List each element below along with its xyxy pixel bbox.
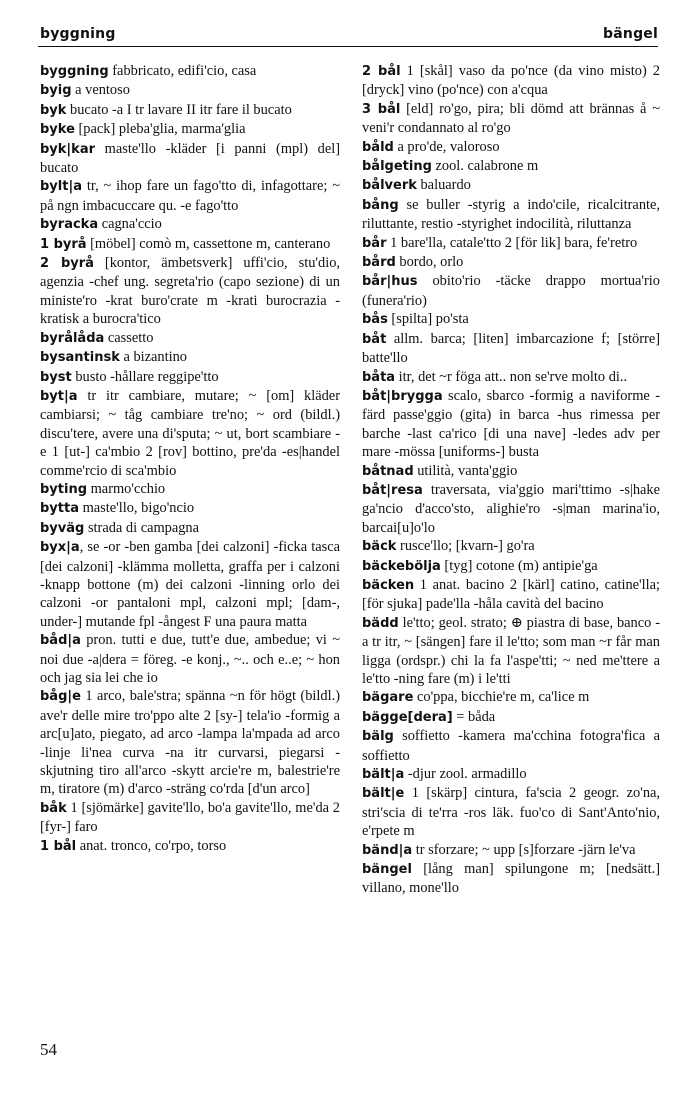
entry-headword: byväg xyxy=(40,520,85,536)
entry-headword: bält|e xyxy=(362,786,405,802)
dictionary-entry xyxy=(40,215,340,234)
dictionary-entry xyxy=(40,631,340,687)
dictionary-entry xyxy=(40,254,340,329)
entry-definition: strada di campagna xyxy=(84,519,200,536)
entry-definition: [eld] ro'go, pira; bli dömd att brännas å ~ veni'r condannato al ro'go xyxy=(362,100,661,137)
entry-definition: tr, ~ ihop fare un fago'tto di, infagottare; ~ på ngn imbacuccare qu. -e fago'tto xyxy=(40,178,340,214)
dictionary-entry xyxy=(40,519,340,538)
entry-headword: byst xyxy=(40,369,72,385)
entry-headword: 1 bål xyxy=(40,838,77,854)
entry-definition: anat. tronco, co'rpo, torso xyxy=(76,837,227,854)
entry-definition: 1 arco, bale'stra; spänna ~n för högt (bildl.) ave'r delle mire tro'ppo alte 2 [sy-] tela'io -formig a arc[u]ato, piegato, ad arco -lampa la'mpada ad arco -linje li'nea curva -na itr curvarsi, piegarsi -skjutning tiro all'arco -skytt arcie're m, balestrie're m, tiratore (m) d'arco -sträng co'rda [d'un arco] xyxy=(40,688,340,798)
entry-headword: bängel xyxy=(362,862,412,878)
dictionary-entry xyxy=(362,196,660,234)
dictionary-entry xyxy=(362,234,660,253)
entry-headword: byracka xyxy=(40,217,99,233)
entry-headword: bägare xyxy=(362,690,414,706)
entry-definition: baluardo xyxy=(416,177,471,194)
dictionary-entry xyxy=(362,784,660,840)
dictionary-entry xyxy=(362,310,660,329)
dictionary-entry xyxy=(362,176,660,195)
entry-definition: maste'llo, bigo'ncio xyxy=(78,500,195,517)
entry-definition: bordo, orlo xyxy=(395,254,464,271)
dictionary-entry xyxy=(362,253,660,272)
entry-headword: båd|a xyxy=(40,633,81,649)
entry-headword: bård xyxy=(362,255,396,271)
entry-headword: bålgeting xyxy=(362,159,432,175)
entry-headword: bäcken xyxy=(362,577,415,593)
entry-definition: obito'rio -täcke drappo mortua'rio (funera'rio) xyxy=(362,273,660,309)
entry-definition: le'tto; geol. strato; ⊕ piastra di base, banco -a tr itr, ~ [sängen] fare il le'tto; som man ~r får man ligga (ordspr.) chi la fa l'aspe'tti; ~ ned me'ttere a le'tto -ning fare (m) i le'tti xyxy=(362,614,660,687)
entry-definition: cagna'ccio xyxy=(98,216,162,233)
entry-definition: tr sforzare; ~ upp [s]forzare -järn le'va xyxy=(412,841,636,858)
dictionary-entry xyxy=(362,765,660,784)
dictionary-entry xyxy=(40,81,340,100)
left-guide-word: byggning xyxy=(40,26,116,42)
entry-definition: marmo'cchio xyxy=(87,480,166,497)
entry-headword: båta xyxy=(362,369,396,385)
dictionary-entry xyxy=(40,368,340,387)
dictionary-entry xyxy=(40,480,340,499)
dictionary-entry xyxy=(362,272,660,310)
dictionary-entry xyxy=(40,538,340,631)
entry-headword: byke xyxy=(40,122,75,138)
entry-definition: bucato -a I tr lavare II itr fare il bucato xyxy=(66,101,292,118)
entry-definition: [kontor, ämbetsverk] uffi'cio, stu'dio, agenzia -chef ung. segreta'rio (capo sezione) di un ministe'ro -krat buro'crate m -krati burocrazia -kratisk a burocra'tico xyxy=(40,255,340,328)
left-column xyxy=(40,62,340,856)
dictionary-entry xyxy=(362,614,660,689)
entry-headword: bysantinsk xyxy=(40,350,120,366)
entry-definition: utilità, vanta'ggio xyxy=(413,462,518,479)
dictionary-entry xyxy=(40,799,340,837)
entry-definition: pron. tutti e due, tutt'e due, ambedue; vi ~ noi due -a|dera = föreg. -e konj., ~.. och e..e; ~ hon och jag sia lei che io xyxy=(40,632,340,686)
entry-headword: byig xyxy=(40,83,72,99)
running-header xyxy=(38,22,658,47)
entry-headword: båt|brygga xyxy=(362,388,443,404)
dictionary-entry xyxy=(362,138,660,157)
dictionary-entry xyxy=(362,368,660,387)
dictionary-entry xyxy=(362,557,660,576)
entry-definition: 1 [skärp] cintura, fa'scia 2 geogr. zo'na, stri'scia di te'rra -ros läk. fuo'co di Sant'Anto'nio, e'rpete m xyxy=(362,785,660,840)
entry-headword: bås xyxy=(362,312,388,328)
dictionary-entry xyxy=(362,537,660,556)
entry-definition: = båda xyxy=(452,708,496,725)
entry-definition: 1 anat. bacino 2 [kärl] catino, catine'lla; [för sjuka] pade'lla -håla cavità del bacino xyxy=(362,576,660,613)
entry-headword: 2 byrå xyxy=(40,256,94,272)
entry-headword: båk xyxy=(40,800,67,816)
entry-definition: rusce'llo; [kvarn-] go'ra xyxy=(396,538,535,555)
entry-headword: bäck xyxy=(362,539,397,555)
entry-headword: byk|kar xyxy=(40,141,96,157)
entry-headword: byting xyxy=(40,481,88,497)
dictionary-entry xyxy=(40,329,340,348)
entry-definition: zool. calabrone m xyxy=(431,158,539,175)
entry-definition: [möbel] comò m, cassettone m, canterano xyxy=(86,235,331,252)
entry-definition: cassetto xyxy=(104,329,154,346)
entry-headword: 2 bål xyxy=(362,64,401,79)
dictionary-entry xyxy=(362,841,660,860)
entry-headword: båt|resa xyxy=(362,482,423,498)
entry-headword: båg|e xyxy=(40,689,81,705)
entry-headword: byggning xyxy=(40,64,109,79)
entry-definition: a pro'de, valoroso xyxy=(393,138,500,155)
dictionary-entry xyxy=(362,481,660,537)
entry-definition: tr itr cambiare, mutare; ~ [om] kläder cambiarsi; ~ tåg cambiare tre'no; ~ ord (bildl.) discu'tere, avere una di'sputa; ~ ut, bort scambiare -e 1 [ut-] ca'mbio 2 [rov] bottino, pre'da -es|handel comme'rcio di sca'mbio xyxy=(40,387,340,479)
dictionary-entry xyxy=(362,462,660,481)
right-guide-word: bängel xyxy=(603,26,658,42)
dictionary-entry xyxy=(40,140,340,178)
entry-headword: båt xyxy=(362,331,387,347)
entry-headword: bälg xyxy=(362,729,394,745)
dictionary-entry xyxy=(362,727,660,765)
entry-definition: allm. barca; [liten] imbarcazione f; [större] batte'llo xyxy=(362,330,660,367)
entry-headword: 3 bål xyxy=(362,101,401,117)
entry-headword: bytta xyxy=(40,501,79,517)
dictionary-entry xyxy=(40,62,340,81)
entry-headword: bår xyxy=(362,235,387,251)
entry-definition: [tyg] cotone (m) antipie'ga xyxy=(440,557,598,574)
dictionary-entry xyxy=(362,688,660,707)
entry-headword: bäckebölja xyxy=(362,558,441,574)
entry-headword: båtnad xyxy=(362,463,414,479)
entry-definition: traversata, via'ggio mari'ttimo -s|hake ga'ncio d'acco'sto, alighie'ro -s|man marina'io, barcai[u]o'lo xyxy=(362,481,660,536)
entry-definition: co'ppa, bicchie're m, ca'lice m xyxy=(413,689,590,706)
entry-headword: byx|a xyxy=(40,540,80,556)
dictionary-entry xyxy=(362,330,660,368)
entry-definition: , se -or -ben gamba [dei calzoni] -ficka tasca [dei calzoni] -klämma molletta, graffa per i calzoni -knapp bottone (m) dei calzoni -linning orlo dei calzoni -or pantaloni mpl, calzoni mpl; [dam-, under-] mutande fpl -ångest F una paura matta xyxy=(40,539,340,630)
entry-definition: [spilta] po'sta xyxy=(387,311,469,328)
dictionary-entry xyxy=(40,235,340,254)
dictionary-entry xyxy=(362,576,660,614)
entry-headword: byrålåda xyxy=(40,330,105,346)
dictionary-entry xyxy=(40,348,340,367)
entry-headword: bång xyxy=(362,197,399,213)
entry-definition: maste'llo -kläder [i panni (mpl) del] bucato xyxy=(40,140,340,177)
entry-headword: byk xyxy=(40,102,67,118)
entry-definition: se buller -styrig a indo'cile, ricalcitrante, riluttante, restio -styrighet indocilità, riluttanza xyxy=(362,196,660,233)
entry-definition: [pack] pleba'glia, marma'glia xyxy=(74,121,246,138)
entry-headword: 1 byrå xyxy=(40,236,87,252)
entry-definition: itr, det ~r föga att.. non se'rve molto di.. xyxy=(395,368,628,385)
dictionary-entry xyxy=(40,387,340,480)
entry-definition: 1 bare'lla, catale'tto 2 [för lik] bara, fe'retro xyxy=(386,234,638,251)
page-number: 54 xyxy=(40,1040,57,1059)
dictionary-entry xyxy=(40,101,340,120)
dictionary-entry xyxy=(362,708,660,727)
dictionary-entry xyxy=(40,837,340,856)
entry-headword: bålverk xyxy=(362,178,417,194)
dictionary-entry xyxy=(40,120,340,139)
entry-headword: bädd xyxy=(362,615,399,631)
dictionary-entry xyxy=(40,177,340,215)
entry-definition: busto -hållare reggipe'tto xyxy=(71,368,219,385)
entry-headword: båld xyxy=(362,139,394,155)
dictionary-entry xyxy=(362,860,660,898)
entry-definition: 1 [sjömärke] gavite'llo, bo'a gavite'llo, me'da 2 [fyr-] faro xyxy=(40,799,340,836)
entry-headword: bält|a xyxy=(362,767,405,783)
entry-headword: bylt|a xyxy=(40,179,82,195)
entry-definition: a bizantino xyxy=(119,349,187,366)
dictionary-entry xyxy=(362,62,660,100)
entry-headword: bägge[dera] xyxy=(362,709,453,725)
right-column xyxy=(362,62,660,898)
entry-definition: -djur zool. armadillo xyxy=(404,766,527,783)
entry-definition: a ventoso xyxy=(71,82,130,99)
dictionary-entry xyxy=(362,157,660,176)
dictionary-entry xyxy=(362,100,660,138)
entry-definition: scalo, sbarco -formig a naviforme -färd passe'ggio (gita) in barca -hus rimessa per barche -last ca'rico [di una nave] -ledes adv per mare -mössa [uniforms-] busta xyxy=(362,387,660,461)
entry-definition: 1 [skål] vaso da po'nce (da vino misto) 2 [dryck] vino (po'nce) con a'cqua xyxy=(362,63,660,99)
dictionary-entry xyxy=(362,387,660,462)
entry-definition: soffietto -kamera ma'cchina fotogra'fica a soffietto xyxy=(362,728,660,764)
entry-headword: byt|a xyxy=(40,388,78,404)
entry-definition: [lång man] spilungone m; [nedsätt.] villano, mone'llo xyxy=(362,861,660,897)
dictionary-entry xyxy=(40,687,340,798)
entry-headword: bår|hus xyxy=(362,274,418,290)
entry-headword: bänd|a xyxy=(362,842,413,858)
dictionary-entry xyxy=(40,499,340,518)
entry-definition: fabbricato, edifi'cio, casa xyxy=(108,63,257,79)
